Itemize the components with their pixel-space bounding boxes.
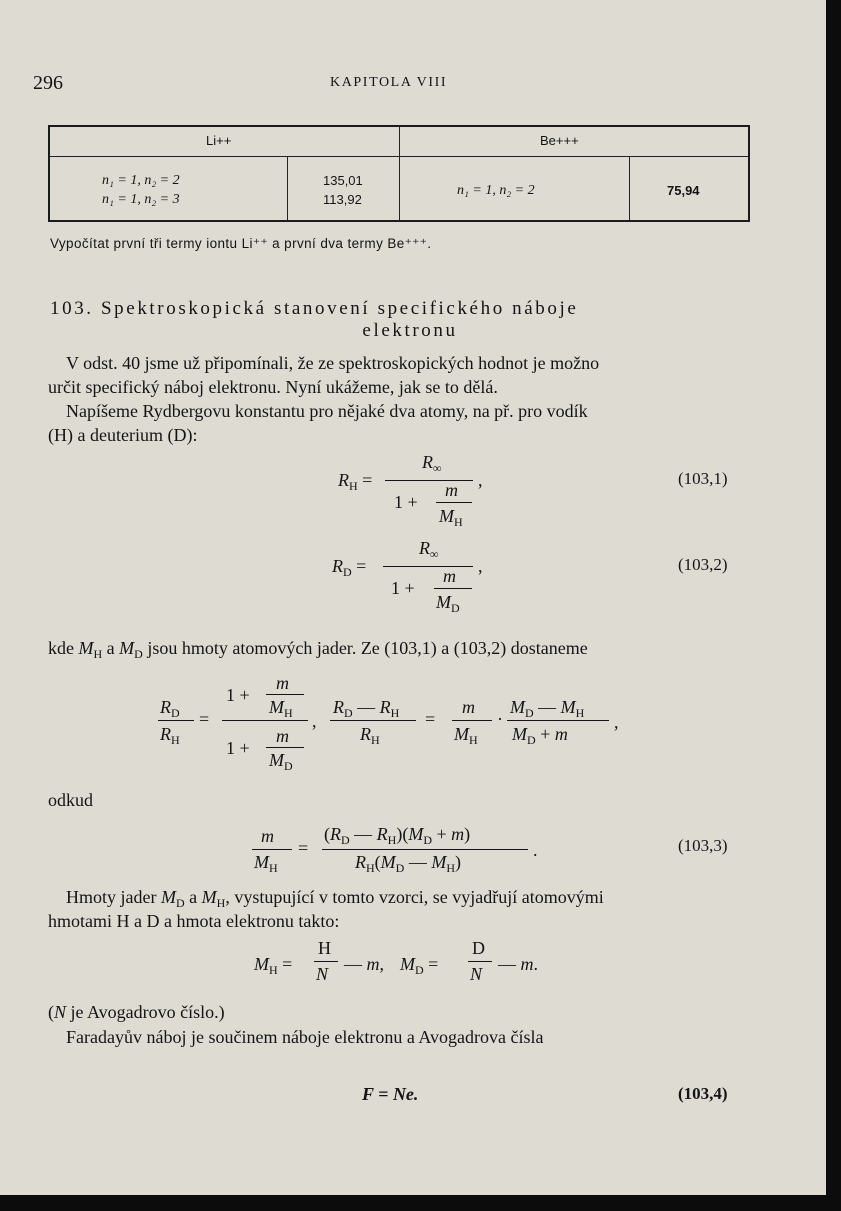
li-transition-2: n₁ = 1, n₂ = 3	[102, 192, 180, 207]
table-divider-li	[287, 156, 288, 220]
li-transition-1: n₁ = 1, n₂ = 2	[102, 173, 180, 188]
running-head: KAPITOLA VIII	[330, 75, 448, 90]
scanned-page: 296 KAPITOLA VIII Li++ Be+++ n₁ = 1, n₂ = 2 n₁ = 1, n₂ = 3 135,01 113,92 n₁ = 1, n₂ = 2 75,94 Vypočítat první tři termy iontu Li⁺⁺ a první dva termy Be⁺⁺⁺. 103. Spektroskopická stanovení specifického náboje elektronu V odst. 40 jsme už připomínali, že ze spektroskopických hodnot je možno určit specifický náboj elektronu. Nyní ukážeme, jak se to dělá. Napíšeme Rydbergovu konstantu pro nějaké dva atomy, na př. pro vodík (H) a deuterium (D): $R_H$ = $R_\infty$ 1 + m $M_H$ , (103,1) $R_D$ = $R_\infty$ 1 + m $M_D$ , (103,2) kde $M_H$ a $M_D$ jsou hmoty atomových jader. Ze (103,1) a (103,2) dostaneme $R_D$ $R_H$ = 1 + m $M_H$ 1 + m $M_D$ , $R_D$ — $R_H$ $R_H$ = m $M_H$ · $M_D$ — $M_H$ $M_D + m$ , odkud m $M_H$ = ($R_D$ — $R_H)(M_D + m)$ $R_H(M_D$ — $M_H$) . (103,3) Hmoty jader $M_D$ a $M_H$, vystupující v tomto vzorci, se vyjadřují atomovými hmotami H a D a hmota elektronu takto: $M_H$ = H N — m, $M_D$ = D N — m. (N je Avogadrovo číslo.) Faradayův náboj je součinem náboje elektronu a Avogadrova čísla F = Ne. (103,4)	[0, 0, 826, 1195]
equation-103-4: F = Ne.	[362, 1084, 419, 1104]
table-divider-be	[629, 156, 630, 220]
equation-label-1: (103,1)	[678, 469, 728, 488]
section-title-line1: Spektroskopická stanovení specifického náboje	[101, 298, 579, 319]
odkud-label: odkud	[48, 790, 93, 810]
li-value-2: 113,92	[323, 192, 362, 207]
table-header-li: Li++	[206, 133, 232, 148]
paragraph-4-line-2: hmotami H a D a hmota elektronu takto:	[48, 911, 340, 931]
paragraph-3: kde $M_H$ a $M_D$ jsou hmoty atomových jader. Ze (103,1) a (103,2) dostaneme	[48, 638, 588, 661]
paragraph-1-line-1: V odst. 40 jsme už připomínali, že ze spektroskopických hodnot je možno	[66, 353, 600, 373]
scan-border-right	[826, 0, 841, 1211]
li-value-1: 135,01	[323, 173, 363, 188]
scan-border-bottom	[0, 1195, 841, 1211]
paragraph-5-line-1: (N je Avogadrovo číslo.)	[48, 1002, 225, 1022]
section-heading	[50, 298, 770, 320]
table-header-be: Be+++	[540, 133, 579, 148]
table-divider-main	[399, 127, 400, 220]
section-number: 103.	[50, 298, 94, 319]
paragraph-1-line-2: určit specifický náboj elektronu. Nyní ukážeme, jak se to dělá.	[48, 377, 498, 397]
be-transition: n₁ = 1, n₂ = 2	[457, 183, 535, 198]
term-table	[48, 125, 750, 222]
equation-label-3: (103,3)	[678, 836, 728, 855]
paragraph-2-line-1: Napíšeme Rydbergovu konstantu pro nějaké dva atomy, na př. pro vodík	[66, 401, 588, 421]
paragraph-2-line-2: (H) a deuterium (D):	[48, 425, 198, 445]
equation-label-2: (103,2)	[678, 555, 728, 574]
page-number: 296	[33, 72, 63, 94]
table-note: Vypočítat první tři termy iontu Li⁺⁺ a první dva termy Be⁺⁺⁺.	[50, 236, 432, 251]
paragraph-4-line-1: Hmoty jader $M_D$ a $M_H$, vystupující v tomto vzorci, se vyjadřují atomovými	[66, 887, 604, 910]
paragraph-5-line-2: Faradayův náboj je součinem náboje elektronu a Avogadrova čísla	[66, 1027, 544, 1047]
be-value: 75,94	[667, 183, 700, 198]
equation-label-4: (103,4)	[678, 1084, 728, 1103]
section-title-line2: elektronu	[362, 320, 458, 341]
